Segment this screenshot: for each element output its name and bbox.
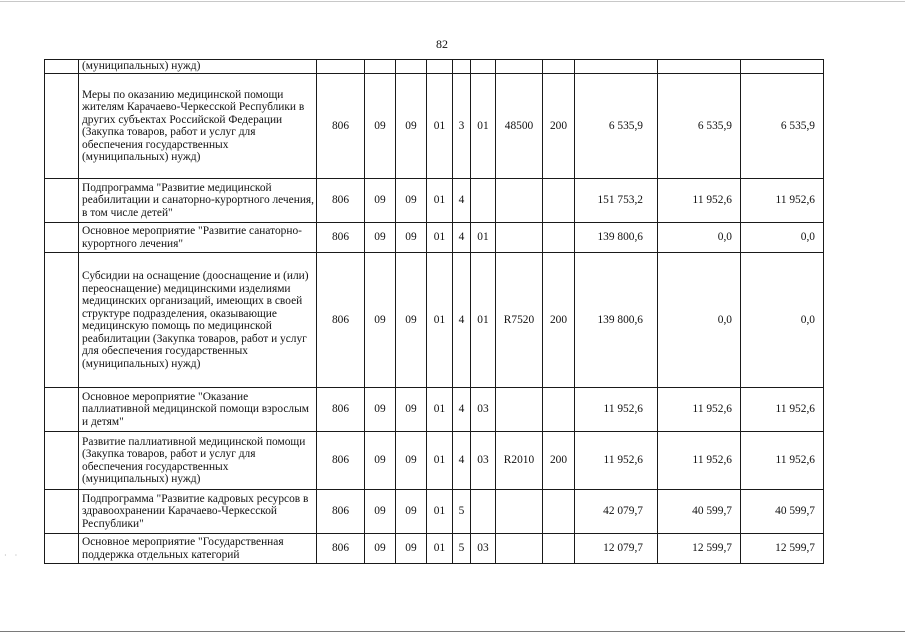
cell-activity: 01 bbox=[471, 74, 496, 179]
cell-amount-1 bbox=[575, 60, 658, 74]
cell-subprogram: 4 bbox=[453, 179, 471, 223]
table-row bbox=[45, 388, 824, 432]
cell-subprogram: 4 bbox=[453, 253, 471, 388]
cell-expense-type bbox=[543, 179, 575, 223]
cell-amount-3: 11 952,6 bbox=[741, 388, 824, 432]
cell-section: 09 bbox=[365, 179, 396, 223]
cell-program: 01 bbox=[427, 490, 453, 534]
row-margin-cell bbox=[45, 490, 79, 534]
cell-section: 09 bbox=[365, 534, 396, 564]
cell-subprogram bbox=[453, 60, 471, 74]
cell-subsection: 09 bbox=[396, 490, 427, 534]
cell-amount-2: 40 599,7 bbox=[658, 490, 741, 534]
cell-direction bbox=[496, 179, 543, 223]
cell-expense-type bbox=[543, 490, 575, 534]
cell-activity bbox=[471, 490, 496, 534]
cell-program: 01 bbox=[427, 432, 453, 490]
cell-ministry: 806 bbox=[317, 74, 365, 179]
row-name: Основное мероприятие "Оказание паллиативной медицинской помощи взрослым и детям" bbox=[79, 388, 317, 432]
cell-program: 01 bbox=[427, 74, 453, 179]
cell-amount-1: 42 079,7 bbox=[575, 490, 658, 534]
cell-amount-3: 0,0 bbox=[741, 253, 824, 388]
cell-ministry: 806 bbox=[317, 490, 365, 534]
cell-program: 01 bbox=[427, 223, 453, 253]
cell-expense-type bbox=[543, 534, 575, 564]
cell-activity bbox=[471, 179, 496, 223]
cell-section: 09 bbox=[365, 490, 396, 534]
row-name: Основное мероприятие "Развитие санаторно-курортного лечения" bbox=[79, 223, 317, 253]
cell-subsection: 09 bbox=[396, 179, 427, 223]
row-name: Основное мероприятие "Государственная поддержка отдельных категорий bbox=[79, 534, 317, 564]
cell-direction bbox=[496, 60, 543, 74]
row-margin-cell bbox=[45, 534, 79, 564]
cell-subprogram: 4 bbox=[453, 388, 471, 432]
table-row bbox=[45, 60, 824, 74]
scan-edge-top bbox=[0, 1, 905, 2]
cell-amount-2: 0,0 bbox=[658, 253, 741, 388]
cell-amount-1: 11 952,6 bbox=[575, 432, 658, 490]
cell-section: 09 bbox=[365, 388, 396, 432]
cell-activity bbox=[471, 60, 496, 74]
cell-direction bbox=[496, 388, 543, 432]
row-name: Субсидии на оснащение (дооснащение и (или) переоснащение) медицинскими изделиями медицинских организаций, имеющих в своей структуре подразделения, оказывающие медицинскую помощь по медицинской реабилитации (Закупка товаров, работ и услуг для обеспечения государственных (муниципальных) нужд) bbox=[79, 253, 317, 388]
cell-direction bbox=[496, 223, 543, 253]
cell-subsection: 09 bbox=[396, 74, 427, 179]
cell-amount-2: 0,0 bbox=[658, 223, 741, 253]
row-margin-cell bbox=[45, 60, 79, 74]
cell-amount-3: 11 952,6 bbox=[741, 179, 824, 223]
cell-direction bbox=[496, 490, 543, 534]
cell-ministry: 806 bbox=[317, 179, 365, 223]
cell-activity: 01 bbox=[471, 223, 496, 253]
row-name: Подпрограмма "Развитие медицинской реабилитации и санаторно-курортного лечения, в том числе детей" bbox=[79, 179, 317, 223]
cell-activity: 03 bbox=[471, 432, 496, 490]
table-row bbox=[45, 253, 824, 388]
cell-direction: R7520 bbox=[496, 253, 543, 388]
cell-section: 09 bbox=[365, 74, 396, 179]
cell-expense-type: 200 bbox=[543, 74, 575, 179]
cell-ministry: 806 bbox=[317, 388, 365, 432]
cell-subprogram: 4 bbox=[453, 432, 471, 490]
cell-ministry: 806 bbox=[317, 253, 365, 388]
cell-subprogram: 4 bbox=[453, 223, 471, 253]
cell-section bbox=[365, 60, 396, 74]
cell-subprogram: 5 bbox=[453, 534, 471, 564]
cell-amount-3 bbox=[741, 60, 824, 74]
cell-amount-3: 6 535,9 bbox=[741, 74, 824, 179]
cell-amount-2 bbox=[658, 60, 741, 74]
cell-activity: 03 bbox=[471, 388, 496, 432]
budget-table bbox=[44, 59, 824, 564]
cell-activity: 03 bbox=[471, 534, 496, 564]
cell-amount-1: 139 800,6 bbox=[575, 223, 658, 253]
cell-subprogram: 3 bbox=[453, 74, 471, 179]
scan-noise: · · bbox=[4, 551, 21, 560]
table-row bbox=[45, 74, 824, 179]
cell-ministry: 806 bbox=[317, 432, 365, 490]
table-row bbox=[45, 534, 824, 564]
cell-direction bbox=[496, 534, 543, 564]
row-margin-cell bbox=[45, 179, 79, 223]
cell-expense-type bbox=[543, 388, 575, 432]
cell-subsection: 09 bbox=[396, 253, 427, 388]
cell-amount-3: 12 599,7 bbox=[741, 534, 824, 564]
row-margin-cell bbox=[45, 432, 79, 490]
cell-section: 09 bbox=[365, 223, 396, 253]
cell-program bbox=[427, 60, 453, 74]
cell-amount-1: 6 535,9 bbox=[575, 74, 658, 179]
cell-section: 09 bbox=[365, 432, 396, 490]
cell-amount-1: 12 079,7 bbox=[575, 534, 658, 564]
cell-section: 09 bbox=[365, 253, 396, 388]
cell-ministry: 806 bbox=[317, 223, 365, 253]
cell-expense-type bbox=[543, 223, 575, 253]
cell-subsection: 09 bbox=[396, 432, 427, 490]
cell-subsection: 09 bbox=[396, 388, 427, 432]
cell-activity: 01 bbox=[471, 253, 496, 388]
cell-direction: 48500 bbox=[496, 74, 543, 179]
cell-program: 01 bbox=[427, 179, 453, 223]
cell-ministry: 806 bbox=[317, 534, 365, 564]
row-name: Развитие паллиативной медицинской помощи (Закупка товаров, работ и услуг для обеспечения государственных (муниципальных) нужд) bbox=[79, 432, 317, 490]
table-row bbox=[45, 179, 824, 223]
cell-amount-3: 0,0 bbox=[741, 223, 824, 253]
cell-amount-2: 11 952,6 bbox=[658, 432, 741, 490]
cell-expense-type bbox=[543, 60, 575, 74]
scan-edge-bottom bbox=[0, 631, 905, 632]
cell-amount-2: 6 535,9 bbox=[658, 74, 741, 179]
cell-amount-2: 11 952,6 bbox=[658, 179, 741, 223]
cell-subprogram: 5 bbox=[453, 490, 471, 534]
cell-amount-2: 12 599,7 bbox=[658, 534, 741, 564]
cell-subsection bbox=[396, 60, 427, 74]
cell-subsection: 09 bbox=[396, 223, 427, 253]
row-margin-cell bbox=[45, 223, 79, 253]
row-name: Подпрограмма "Развитие кадровых ресурсов в здравоохранении Карачаево-Черкесской Республики" bbox=[79, 490, 317, 534]
table-row bbox=[45, 432, 824, 490]
row-margin-cell bbox=[45, 388, 79, 432]
cell-direction: R2010 bbox=[496, 432, 543, 490]
cell-expense-type: 200 bbox=[543, 432, 575, 490]
table-row bbox=[45, 490, 824, 534]
cell-program: 01 bbox=[427, 388, 453, 432]
cell-expense-type: 200 bbox=[543, 253, 575, 388]
cell-amount-2: 11 952,6 bbox=[658, 388, 741, 432]
cell-amount-3: 40 599,7 bbox=[741, 490, 824, 534]
row-name: (муниципальных) нужд) bbox=[79, 60, 317, 74]
row-margin-cell bbox=[45, 74, 79, 179]
cell-amount-1: 11 952,6 bbox=[575, 388, 658, 432]
cell-amount-1: 139 800,6 bbox=[575, 253, 658, 388]
cell-program: 01 bbox=[427, 253, 453, 388]
cell-subsection: 09 bbox=[396, 534, 427, 564]
cell-amount-3: 11 952,6 bbox=[741, 432, 824, 490]
row-name: Меры по оказанию медицинской помощи жителям Карачаево-Черкесской Республики в других субъектах Российской Федерации (Закупка товаров, работ и услуг для обеспечения государственных (муниципальных) нужд) bbox=[79, 74, 317, 179]
cell-program: 01 bbox=[427, 534, 453, 564]
page-number: 82 bbox=[436, 37, 448, 51]
cell-amount-1: 151 753,2 bbox=[575, 179, 658, 223]
table-row bbox=[45, 223, 824, 253]
cell-ministry bbox=[317, 60, 365, 74]
row-margin-cell bbox=[45, 253, 79, 388]
